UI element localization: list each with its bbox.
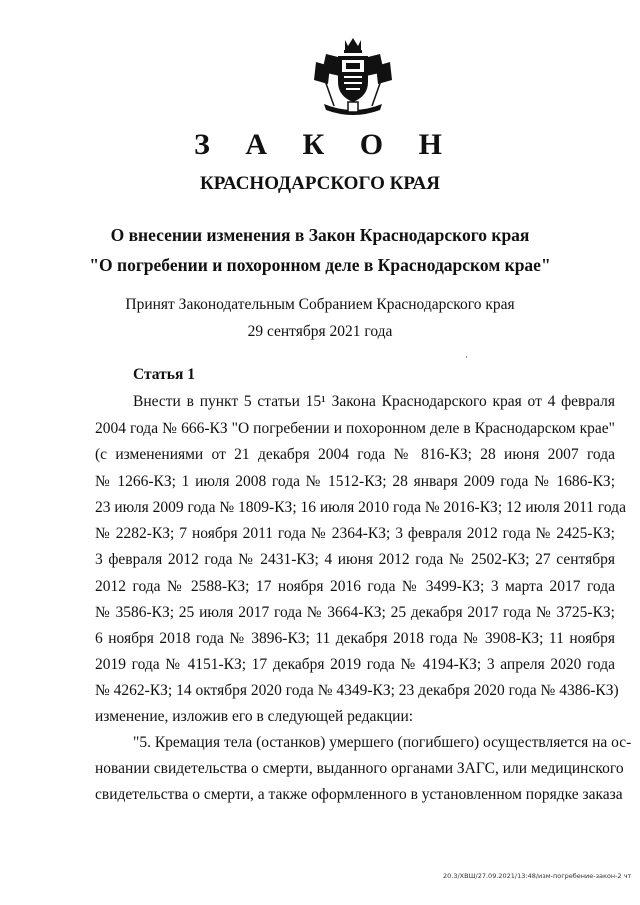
adoption-statement: Принят Законодательным Собранием Краснодарского края: [125, 296, 515, 313]
document-stamp: 20.3/ХВШ/27.09.2021/13:48/изм-погребение-закон-2 чт: [443, 872, 632, 880]
quote-line: "5. Кремация тела (останков) умершего (погибшего) осуществляется на ос-: [133, 734, 632, 751]
law-title-line-1: О внесении изменения в Закон Краснодарского края: [110, 225, 530, 245]
article-line: Внести в пункт 5 статьи 15¹ Закона Краснодарского края от 4 февраля: [133, 393, 615, 410]
article-line: 23 июля 2009 года № 1809-КЗ; 16 июля 2010 года № 2016-КЗ; 12 июля 2011 года: [95, 499, 626, 516]
quote-line: свидетельства о смерти, а также оформленного в установленном порядке заказа: [95, 786, 623, 803]
article-line: № 4262-КЗ; 14 октября 2020 года № 4349-КЗ; 23 декабря 2020 года № 4386-КЗ): [95, 682, 619, 699]
article-line: (с изменениями от 21 декабря 2004 года № 816-КЗ; 28 июня 2007 года: [95, 446, 615, 463]
article-line: изменение, изложив его в следующей редакции:: [95, 708, 414, 725]
article-heading: Статья 1: [133, 366, 195, 383]
article-line: № 2282-КЗ; 7 ноября 2011 года № 2364-КЗ; 3 февраля 2012 года № 2425-КЗ;: [95, 525, 615, 542]
issuing-region: КРАСНОДАРСКОГО КРАЯ: [199, 173, 441, 194]
article-line: 2012 года № 2588-КЗ; 17 ноября 2016 года № 3499-КЗ; 3 марта 2017 года: [95, 578, 615, 595]
document-type: З А К О Н: [194, 128, 456, 161]
adoption-date: 29 сентября 2021 года: [247, 323, 393, 340]
article-line: 3 февраля 2012 года № 2431-КЗ; 4 июня 2012 года № 2502-КЗ; 27 сентября: [95, 551, 615, 568]
quote-line: новании свидетельства о смерти, выданного органами ЗАГС, или медицинского: [95, 760, 624, 777]
law-title-line-2: "О погребении и похоронном деле в Краснодарском крае": [89, 255, 551, 275]
coat-of-arms-icon: [312, 36, 394, 118]
scan-dot: [466, 356, 467, 358]
article-line: № 1266-КЗ; 1 июля 2008 года № 1512-КЗ; 28 января 2009 года № 1686-КЗ;: [95, 473, 615, 490]
article-line: 6 ноября 2018 года № 3896-КЗ; 11 декабря 2018 года № 3908-КЗ; 11 ноября: [95, 630, 615, 647]
article-line: № 3586-КЗ; 25 июля 2017 года № 3664-КЗ; 25 декабря 2017 года № 3725-КЗ;: [95, 604, 615, 621]
article-line: 2019 года № 4151-КЗ; 17 декабря 2019 года № 4194-КЗ; 3 апреля 2020 года: [95, 656, 615, 673]
article-line: 2004 года № 666-КЗ "О погребении и похоронном деле в Краснодарском крае": [95, 420, 615, 437]
